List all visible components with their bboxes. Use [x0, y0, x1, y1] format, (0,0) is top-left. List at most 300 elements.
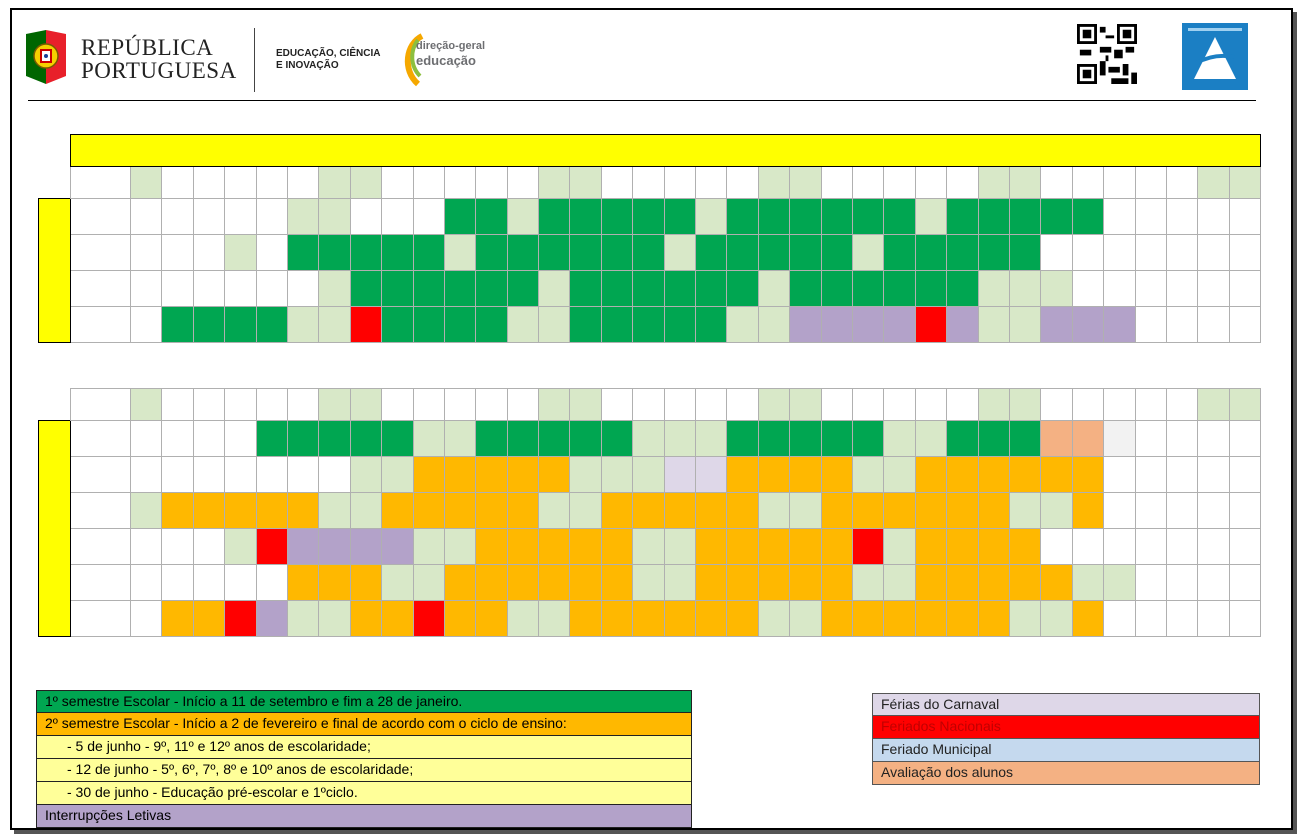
- day-cell: [1072, 493, 1103, 529]
- day-cell: [413, 601, 444, 637]
- weekday-header: [570, 389, 601, 421]
- empty-day-cell: [162, 457, 193, 493]
- day-cell: [287, 421, 318, 457]
- day-cell: [287, 235, 318, 271]
- day-cell: [539, 457, 570, 493]
- day-cell: [633, 493, 664, 529]
- legend-item: 1º semestre Escolar - Início a 11 de setembro e fim a 28 de janeiro.: [36, 690, 692, 713]
- day-cell: [884, 421, 915, 457]
- day-cell: [758, 529, 789, 565]
- day-cell: [852, 421, 883, 457]
- weekday-header: [476, 167, 507, 199]
- day-cell: [350, 271, 381, 307]
- day-cell: [131, 493, 162, 529]
- empty-day-cell: [256, 457, 287, 493]
- weekday-header: [193, 167, 224, 199]
- day-cell: [539, 271, 570, 307]
- empty-day-cell: [1229, 235, 1260, 271]
- day-cell: [413, 565, 444, 601]
- weekday-header: [1104, 167, 1135, 199]
- weekday-header: [539, 389, 570, 421]
- day-cell: [852, 493, 883, 529]
- holiday-legend: [872, 693, 1260, 785]
- day-cell: [1009, 601, 1040, 637]
- weekday-header: [507, 167, 538, 199]
- day-cell: [319, 493, 350, 529]
- empty-day-cell: [193, 421, 224, 457]
- day-cell: [1041, 529, 1072, 565]
- day-cell: [727, 601, 758, 637]
- weekday-header: [664, 167, 695, 199]
- header-spacer: [39, 167, 71, 199]
- empty-day-cell: [1104, 601, 1135, 637]
- day-cell: [570, 529, 601, 565]
- day-cell: [664, 457, 695, 493]
- day-cell: [915, 529, 946, 565]
- empty-day-cell: [1198, 235, 1229, 271]
- weekday-header: [696, 167, 727, 199]
- day-cell: [287, 199, 318, 235]
- day-cell: [413, 235, 444, 271]
- day-cell: [444, 199, 475, 235]
- day-cell: [664, 271, 695, 307]
- day-cell: [162, 199, 193, 235]
- day-cell: [382, 199, 413, 235]
- day-cell: [790, 307, 821, 343]
- day-cell: [1041, 421, 1072, 457]
- day-cell: [1041, 601, 1072, 637]
- day-cell: [1198, 565, 1229, 601]
- day-cell: [1041, 307, 1072, 343]
- day-cell: [947, 493, 978, 529]
- weekday-header: [1166, 389, 1197, 421]
- month-name: [71, 235, 131, 271]
- weekday-header: [162, 167, 193, 199]
- day-cell: [1135, 271, 1166, 307]
- day-cell: [382, 601, 413, 637]
- empty-day-cell: [1198, 601, 1229, 637]
- day-cell: [1041, 235, 1072, 271]
- weekday-header: [162, 389, 193, 421]
- republica-portuguesa-wordmark: REPÚBLICA PORTUGUESA: [81, 35, 237, 83]
- day-cell: [1009, 529, 1040, 565]
- month-name: [71, 307, 131, 343]
- day-cell: [758, 493, 789, 529]
- day-cell: [758, 307, 789, 343]
- day-cell: [727, 493, 758, 529]
- day-cell: [570, 199, 601, 235]
- day-cell: [884, 601, 915, 637]
- weekday-header: [256, 167, 287, 199]
- day-cell: [570, 421, 601, 457]
- calendar-table-2025: [38, 134, 1261, 343]
- day-cell: [633, 601, 664, 637]
- day-cell: [570, 457, 601, 493]
- weekday-header: [727, 167, 758, 199]
- day-cell: [1135, 235, 1166, 271]
- day-cell: [790, 235, 821, 271]
- weekday-header: [1041, 167, 1072, 199]
- empty-day-cell: [256, 271, 287, 307]
- weekday-header: [476, 389, 507, 421]
- weekday-header: [758, 389, 789, 421]
- day-cell: [1041, 565, 1072, 601]
- day-cell: [978, 457, 1009, 493]
- day-cell: [601, 307, 632, 343]
- day-cell: [633, 421, 664, 457]
- day-cell: [476, 493, 507, 529]
- day-cell: [633, 271, 664, 307]
- day-cell: [790, 199, 821, 235]
- weekday-header: [1229, 167, 1260, 199]
- day-cell: [350, 493, 381, 529]
- weekday-header: [633, 167, 664, 199]
- day-cell: [696, 601, 727, 637]
- day-cell: [162, 601, 193, 637]
- day-cell: [727, 565, 758, 601]
- day-cell: [256, 421, 287, 457]
- weekday-header: [884, 389, 915, 421]
- header-rule: [28, 100, 1256, 101]
- day-cell: [821, 529, 852, 565]
- day-cell: [539, 307, 570, 343]
- day-cell: [476, 235, 507, 271]
- weekday-header: [225, 389, 256, 421]
- day-cell: [884, 457, 915, 493]
- day-cell: [978, 307, 1009, 343]
- weekday-header: [821, 389, 852, 421]
- weekday-header: [444, 389, 475, 421]
- empty-day-cell: [131, 529, 162, 565]
- empty-day-cell: [1166, 601, 1197, 637]
- page-header: [24, 20, 1264, 102]
- day-cell: [413, 529, 444, 565]
- day-cell: [758, 199, 789, 235]
- empty-day-cell: [131, 199, 162, 235]
- legend-item: Férias do Carnaval: [872, 693, 1260, 716]
- weekday-header: [444, 167, 475, 199]
- day-cell: [1104, 235, 1135, 271]
- day-cell: [539, 565, 570, 601]
- weekday-header: [727, 389, 758, 421]
- day-cell: [821, 199, 852, 235]
- empty-day-cell: [225, 421, 256, 457]
- day-cell: [444, 565, 475, 601]
- dge-text-line1: direção-geral: [416, 40, 486, 52]
- weekday-header: [601, 167, 632, 199]
- day-cell: [727, 457, 758, 493]
- empty-day-cell: [1135, 307, 1166, 343]
- day-cell: [821, 457, 852, 493]
- empty-day-cell: [1229, 199, 1260, 235]
- weekday-header: [947, 167, 978, 199]
- day-cell: [664, 529, 695, 565]
- weekday-header: [1009, 389, 1040, 421]
- day-cell: [915, 457, 946, 493]
- day-cell: [1072, 601, 1103, 637]
- day-cell: [1229, 271, 1260, 307]
- day-cell: [696, 421, 727, 457]
- day-cell: [319, 601, 350, 637]
- empty-day-cell: [1198, 529, 1229, 565]
- weekday-header: [287, 167, 318, 199]
- day-cell: [852, 307, 883, 343]
- day-cell: [413, 307, 444, 343]
- republica-emblem-icon: [24, 30, 68, 84]
- day-cell: [1072, 529, 1103, 565]
- day-cell: [601, 529, 632, 565]
- day-cell: [1198, 271, 1229, 307]
- weekday-header: [696, 389, 727, 421]
- day-cell: [1166, 565, 1197, 601]
- empty-day-cell: [256, 565, 287, 601]
- day-cell: [319, 199, 350, 235]
- weekday-header: [1198, 167, 1229, 199]
- day-cell: [601, 271, 632, 307]
- day-cell: [1072, 235, 1103, 271]
- empty-day-cell: [162, 565, 193, 601]
- day-cell: [570, 307, 601, 343]
- day-cell: [350, 529, 381, 565]
- empty-day-cell: [225, 271, 256, 307]
- day-cell: [915, 421, 946, 457]
- day-cell: [225, 199, 256, 235]
- day-cell: [696, 235, 727, 271]
- empty-day-cell: [131, 565, 162, 601]
- day-cell: [1041, 271, 1072, 307]
- day-cell: [978, 601, 1009, 637]
- day-cell: [1009, 307, 1040, 343]
- day-cell: [193, 493, 224, 529]
- day-cell: [225, 601, 256, 637]
- empty-day-cell: [1229, 601, 1260, 637]
- day-cell: [444, 457, 475, 493]
- day-cell: [1009, 493, 1040, 529]
- weekday-header: [570, 167, 601, 199]
- day-cell: [947, 235, 978, 271]
- day-cell: [350, 199, 381, 235]
- empty-day-cell: [131, 457, 162, 493]
- day-cell: [256, 529, 287, 565]
- day-cell: [790, 421, 821, 457]
- empty-day-cell: [131, 235, 162, 271]
- day-cell: [601, 421, 632, 457]
- weekday-header: [790, 167, 821, 199]
- weekday-header: [1198, 389, 1229, 421]
- empty-day-cell: [287, 457, 318, 493]
- header-spacer: [39, 389, 71, 421]
- day-cell: [758, 601, 789, 637]
- empty-day-cell: [1198, 493, 1229, 529]
- weekday-header: [790, 389, 821, 421]
- day-cell: [287, 493, 318, 529]
- weekday-header: [821, 167, 852, 199]
- month-name: [71, 199, 131, 235]
- day-cell: [1166, 421, 1197, 457]
- legend-item: - 30 de junho - Educação pré-escolar e 1ºciclo.: [36, 782, 692, 805]
- day-cell: [1009, 199, 1040, 235]
- day-cell: [601, 493, 632, 529]
- day-cell: [539, 421, 570, 457]
- day-cell: [350, 565, 381, 601]
- day-cell: [633, 199, 664, 235]
- day-cell: [915, 565, 946, 601]
- day-cell: [601, 601, 632, 637]
- day-cell: [413, 493, 444, 529]
- weekday-header: [1072, 167, 1103, 199]
- empty-day-cell: [1229, 307, 1260, 343]
- day-cell: [758, 421, 789, 457]
- day-cell: [790, 271, 821, 307]
- empty-day-cell: [1135, 199, 1166, 235]
- day-cell: [413, 271, 444, 307]
- day-cell: [915, 199, 946, 235]
- day-cell: [601, 235, 632, 271]
- day-cell: [539, 601, 570, 637]
- weekday-header: [382, 167, 413, 199]
- ministry-name: EDUCAÇÃO, CIÊNCIA E INOVAÇÃO: [276, 48, 381, 71]
- empty-day-cell: [193, 235, 224, 271]
- school-logo-icon: [1182, 23, 1248, 90]
- empty-day-cell: [1104, 493, 1135, 529]
- day-cell: [727, 307, 758, 343]
- weekday-header: [382, 389, 413, 421]
- day-cell: [287, 565, 318, 601]
- day-cell: [884, 529, 915, 565]
- day-cell: [256, 601, 287, 637]
- day-cell: [382, 271, 413, 307]
- day-cell: [633, 565, 664, 601]
- legend-item: Feriados Nacionais: [872, 716, 1260, 739]
- day-cell: [444, 235, 475, 271]
- day-cell: [1198, 421, 1229, 457]
- day-cell: [476, 421, 507, 457]
- day-cell: [287, 307, 318, 343]
- empty-day-cell: [1135, 601, 1166, 637]
- day-cell: [1009, 235, 1040, 271]
- day-cell: [696, 493, 727, 529]
- day-cell: [727, 421, 758, 457]
- day-cell: [601, 565, 632, 601]
- day-cell: [790, 457, 821, 493]
- day-cell: [507, 493, 538, 529]
- day-cell: [256, 235, 287, 271]
- day-cell: [382, 565, 413, 601]
- weekday-header: [539, 167, 570, 199]
- empty-day-cell: [1135, 493, 1166, 529]
- semester-legend: [36, 690, 692, 828]
- day-cell: [382, 493, 413, 529]
- day-cell: [1041, 199, 1072, 235]
- weekday-header: [915, 389, 946, 421]
- day-cell: [601, 199, 632, 235]
- day-cell: [570, 493, 601, 529]
- day-cell: [350, 235, 381, 271]
- empty-day-cell: [1166, 307, 1197, 343]
- day-cell: [664, 421, 695, 457]
- header-divider: [254, 28, 255, 92]
- day-cell: [225, 493, 256, 529]
- day-cell: [476, 457, 507, 493]
- weekday-header: [413, 167, 444, 199]
- day-cell: [947, 271, 978, 307]
- day-cell: [915, 235, 946, 271]
- day-cell: [507, 421, 538, 457]
- day-cell: [1104, 307, 1135, 343]
- day-cell: [1009, 457, 1040, 493]
- day-cell: [664, 601, 695, 637]
- day-cell: [256, 493, 287, 529]
- day-cell: [664, 235, 695, 271]
- weekday-header: [1104, 389, 1135, 421]
- weekday-header: [225, 167, 256, 199]
- day-cell: [413, 421, 444, 457]
- weekday-header: [1072, 389, 1103, 421]
- day-cell: [225, 235, 256, 271]
- day-cell: [947, 529, 978, 565]
- month-name: [71, 457, 131, 493]
- day-cell: [915, 271, 946, 307]
- day-cell: [539, 199, 570, 235]
- month-name: [71, 493, 131, 529]
- dge-text-line2: educação: [416, 53, 476, 68]
- day-cell: [382, 457, 413, 493]
- day-cell: [444, 421, 475, 457]
- day-cell: [947, 601, 978, 637]
- day-cell: [507, 601, 538, 637]
- day-cell: [507, 457, 538, 493]
- day-cell: [727, 235, 758, 271]
- weekday-header: [1009, 167, 1040, 199]
- day-cell: [884, 235, 915, 271]
- day-cell: [978, 421, 1009, 457]
- day-cell: [696, 529, 727, 565]
- day-cell: [947, 307, 978, 343]
- day-cell: [1135, 565, 1166, 601]
- day-cell: [978, 493, 1009, 529]
- empty-day-cell: [1198, 307, 1229, 343]
- day-cell: [382, 235, 413, 271]
- day-cell: [382, 529, 413, 565]
- empty-day-cell: [193, 271, 224, 307]
- day-cell: [852, 271, 883, 307]
- day-cell: [225, 307, 256, 343]
- day-cell: [790, 565, 821, 601]
- day-cell: [664, 493, 695, 529]
- day-cell: [507, 529, 538, 565]
- day-cell: [915, 601, 946, 637]
- weekday-header: [1041, 389, 1072, 421]
- day-cell: [727, 199, 758, 235]
- day-cell: [821, 235, 852, 271]
- month-name: [71, 565, 131, 601]
- day-cell: [727, 529, 758, 565]
- day-cell: [884, 307, 915, 343]
- day-cell: [1104, 457, 1135, 493]
- empty-day-cell: [1104, 199, 1135, 235]
- empty-day-cell: [193, 565, 224, 601]
- weekday-header: [1166, 167, 1197, 199]
- day-cell: [664, 565, 695, 601]
- day-cell: [476, 565, 507, 601]
- day-cell: [1009, 271, 1040, 307]
- day-cell: [1166, 271, 1197, 307]
- legend-item: Avaliação dos alunos: [872, 762, 1260, 785]
- month-name: [71, 601, 131, 637]
- empty-day-cell: [287, 271, 318, 307]
- weekday-header: [256, 389, 287, 421]
- day-cell: [1104, 565, 1135, 601]
